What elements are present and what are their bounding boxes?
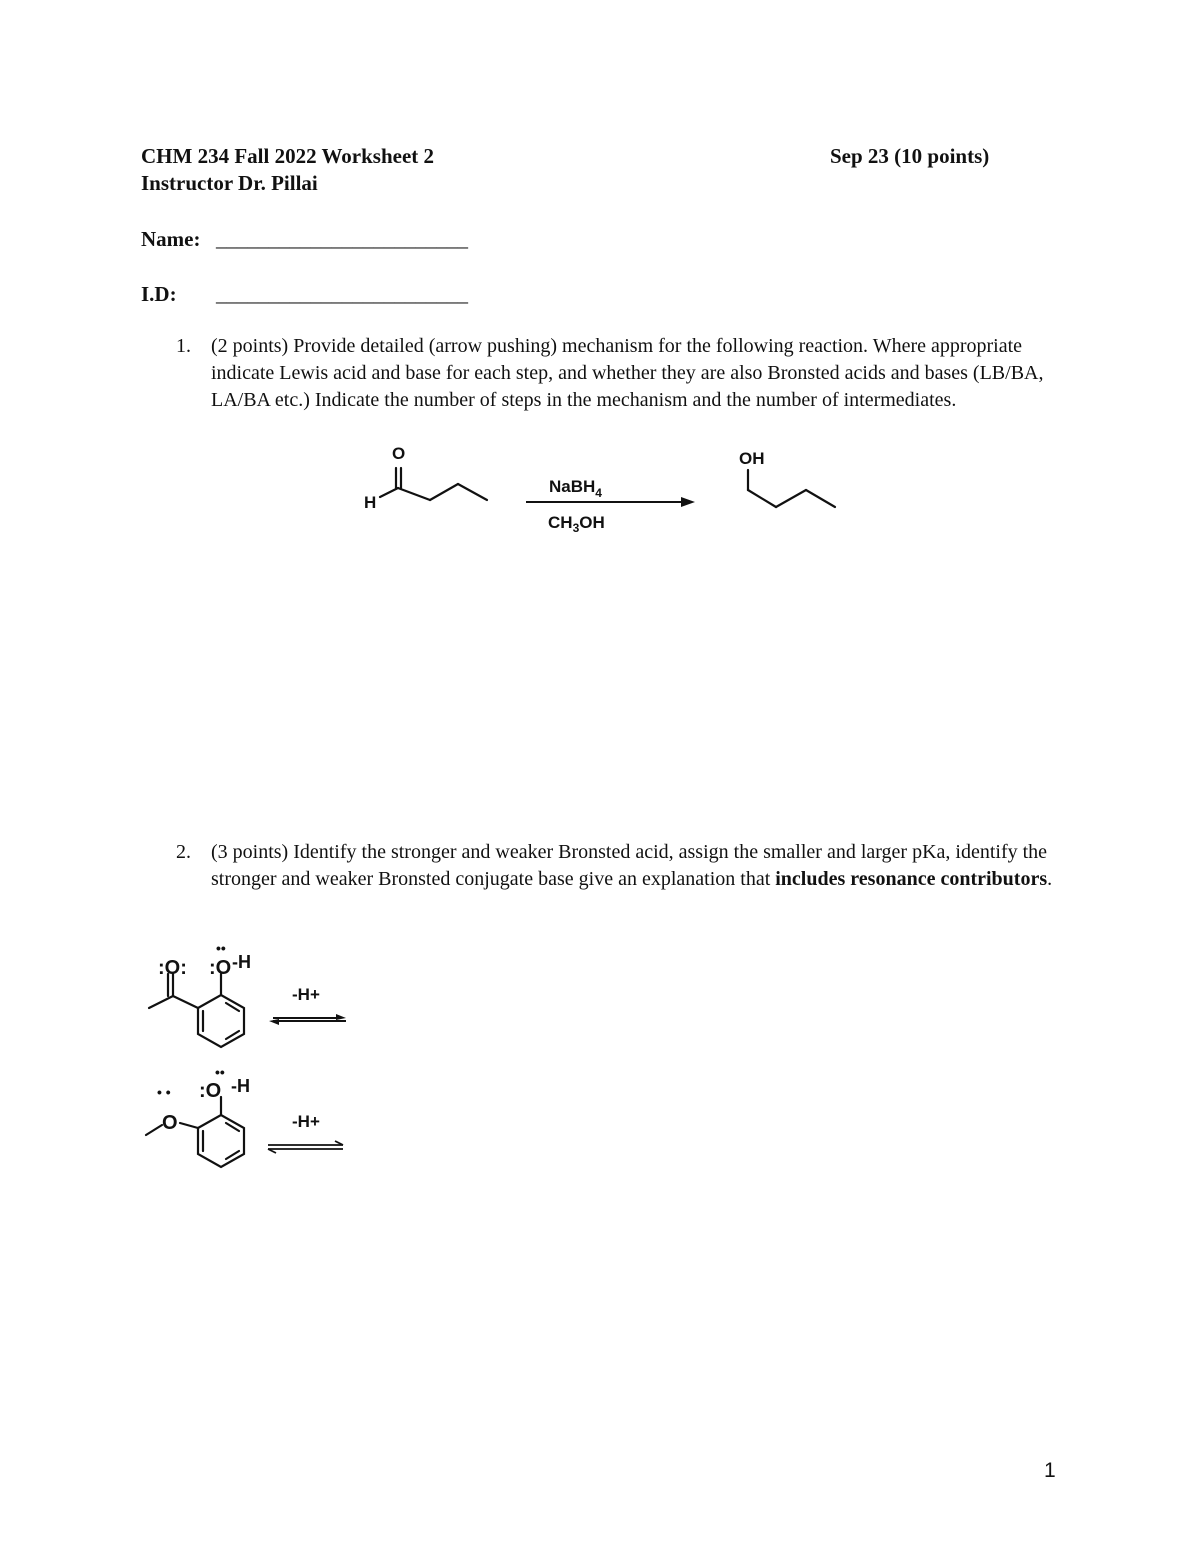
ether-oxygen: O [162,1112,178,1134]
hydroxyl-oxygen-1: :O [209,957,232,979]
butanol-structure [748,470,835,507]
carbonyl-oxygen: :O: [158,957,187,979]
reactant-hydrogen: H [364,493,377,512]
question-2 [176,839,1081,924]
molecule-1-hydroxyacetophenone [140,940,370,1060]
lone-pair-dots-2: •• [215,1065,225,1080]
worksheet-title: CHM 234 Fall 2022 Worksheet 2 [141,144,435,168]
solvent-ch3oh: $CH_3OH$ [548,513,605,535]
question-1 [176,333,1081,443]
question-1-number: 1. [176,335,191,357]
instructor-line: Instructor Dr. Pillai [141,171,318,195]
page-number: 1 [1044,1459,1056,1482]
hydroxyl-oxygen-2: :O [199,1080,222,1102]
equilibrium-arrow-1 [269,1014,346,1025]
lone-pair-dots-1: •• [216,940,226,956]
equilibrium-arrow-2 [268,1141,343,1153]
question-2-text: (3 points) Identify the stronger and weaker Bronsted acid, assign the smaller and larger pKa, identify the stronger and weaker Bronsted conjugate base give an explanation that includes resonance contributors. [211,841,1053,890]
reactant-oxygen: O [392,444,406,463]
hydroxyl-hydrogen-2: -H [231,1076,250,1096]
molecule-2-methoxyphenol [140,1065,370,1180]
id-field[interactable]: ________________________ [216,282,468,306]
reagent-nabh4: NaBH$_4$ [549,477,602,500]
deprotonation-label-2: -H+ [292,1112,320,1131]
reaction-scheme [350,440,860,540]
name-field[interactable]: ________________________ [216,227,468,251]
product-hydroxyl: OH [739,449,765,468]
name-label: Name: [141,227,201,251]
question-1-text: (2 points) Provide detailed (arrow pushing) mechanism for the following reaction. Where appropriate indicate Lewis acid and base for each step, and whether they are also Bronsted acids and bases (LB/BA, LA/BA etc.) Indicate the number of steps in the mechanism and the number of intermediates. [211,335,1044,411]
reaction-arrow [526,497,695,507]
butanal-structure [380,468,487,500]
date-points: Sep 23 (10 points) [830,144,990,168]
question-2-number: 2. [176,841,191,863]
lone-pair-dots-ether: • • [157,1084,171,1100]
id-label: I.D: [141,282,177,306]
hydroxyl-hydrogen-1: -H [232,952,251,972]
deprotonation-label-1: -H+ [292,985,320,1004]
